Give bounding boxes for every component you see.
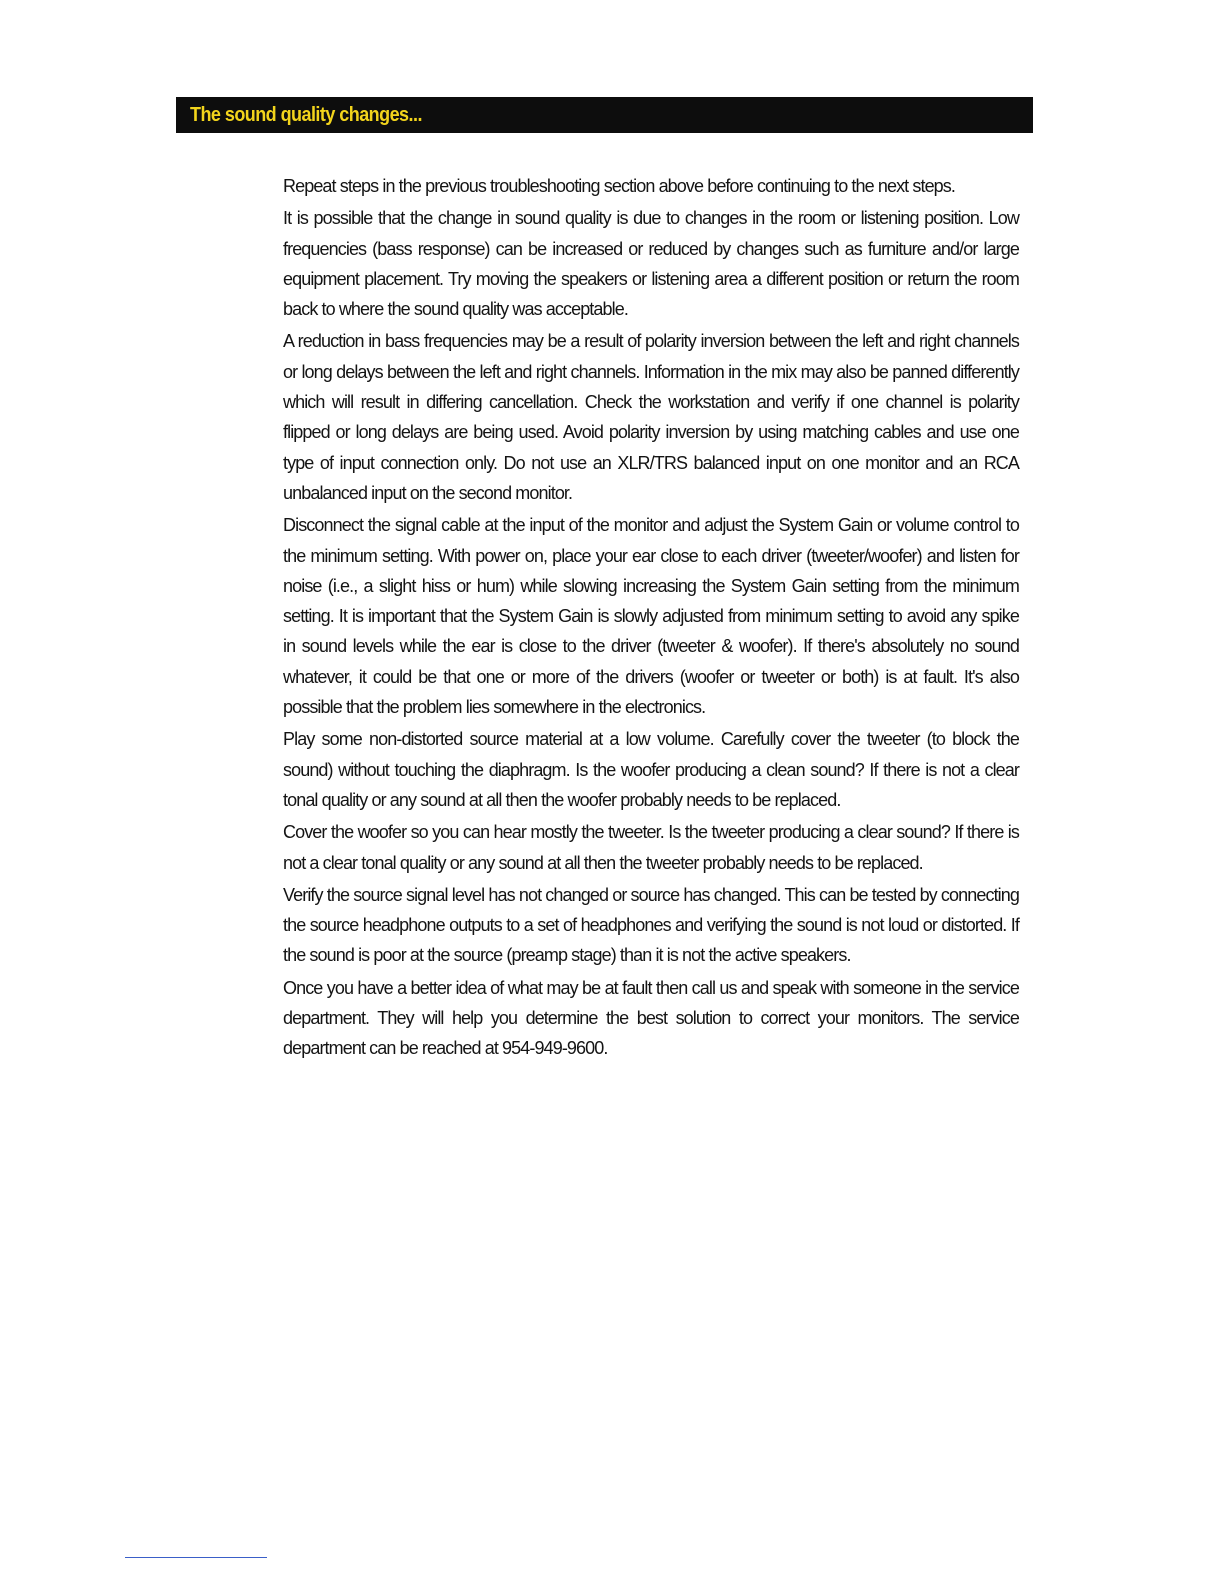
section-header-bar — [176, 97, 1033, 133]
paragraph-verify-source: Verify the source signal level has not changed or source has changed. This can be tested by connecting the source headphone outputs to a set of headphones and verifying the sound is not loud or distorted. If the sound is poor at the source (preamp stage) than it is not the active speakers. — [283, 884, 1019, 966]
paragraph-repeat-steps: Repeat steps in the previous troubleshooting section above before continuing to the next steps. — [283, 176, 955, 196]
footer-divider — [125, 1557, 267, 1558]
paragraph-bass-reduction: A reduction in bass frequencies may be a result of polarity inversion between the left and right channels or long delays between the left and right channels. Information in the mix may also be panned differently which will result in differing cancellation. Check the workstation and verify if one channel is polarity flipped or long delays are being used. Avoid polarity inversion by using matching cables and use one type of input connection only. Do not use an XLR/TRS balanced input on one monitor and an RCA unbalanced input on the second monitor. — [283, 331, 1019, 503]
paragraph-cover-woofer: Cover the woofer so you can hear mostly the tweeter. Is the tweeter producing a clear sound? If there is not a clear tonal quality or any sound at all then the tweeter probably needs to be replaced. — [283, 822, 1019, 873]
paragraph-contact-service: Once you have a better idea of what may be at fault then call us and speak with someone in the service department. They will help you determine the best solution to correct your monitors. The service department can be reached at 954-949-9600. — [283, 977, 1019, 1059]
paragraph-disconnect-signal: Disconnect the signal cable at the input of the monitor and adjust the System Gain or volume control to the minimum setting. With power on, place your ear close to each driver (tweeter/woofer) and listen for noise (i.e., a slight hiss or hum) while slowing increasing the System Gain setting from the minimum setting. It is important that the System Gain is slowly adjusted from minimum setting to avoid any spike in sound levels while the ear is close to the driver (tweeter & woofer). If there's absolutely no sound whatever, it could be that one or more of the drivers (woofer or tweeter or both) is at fault. It's also possible that the problem lies somewhere in the electronics. — [283, 515, 1019, 718]
section-title: The sound quality changes... — [190, 104, 422, 126]
paragraph-cover-tweeter: Play some non-distorted source material at a low volume. Carefully cover the tweeter (to block the sound) without touching the diaphragm. Is the woofer producing a clean sound? If there is not a clear tonal quality or any sound at all then the woofer probably needs to be replaced. — [283, 729, 1019, 810]
troubleshooting-body — [283, 171, 1019, 1066]
paragraph-room-changes: It is possible that the change in sound quality is due to changes in the room or listening position. Low frequencies (bass response) can be increased or reduced by changes such as furniture and/or large equipment placement. Try moving the speakers or listening area a different position or return the room back to where the sound quality was acceptable. — [283, 208, 1019, 320]
